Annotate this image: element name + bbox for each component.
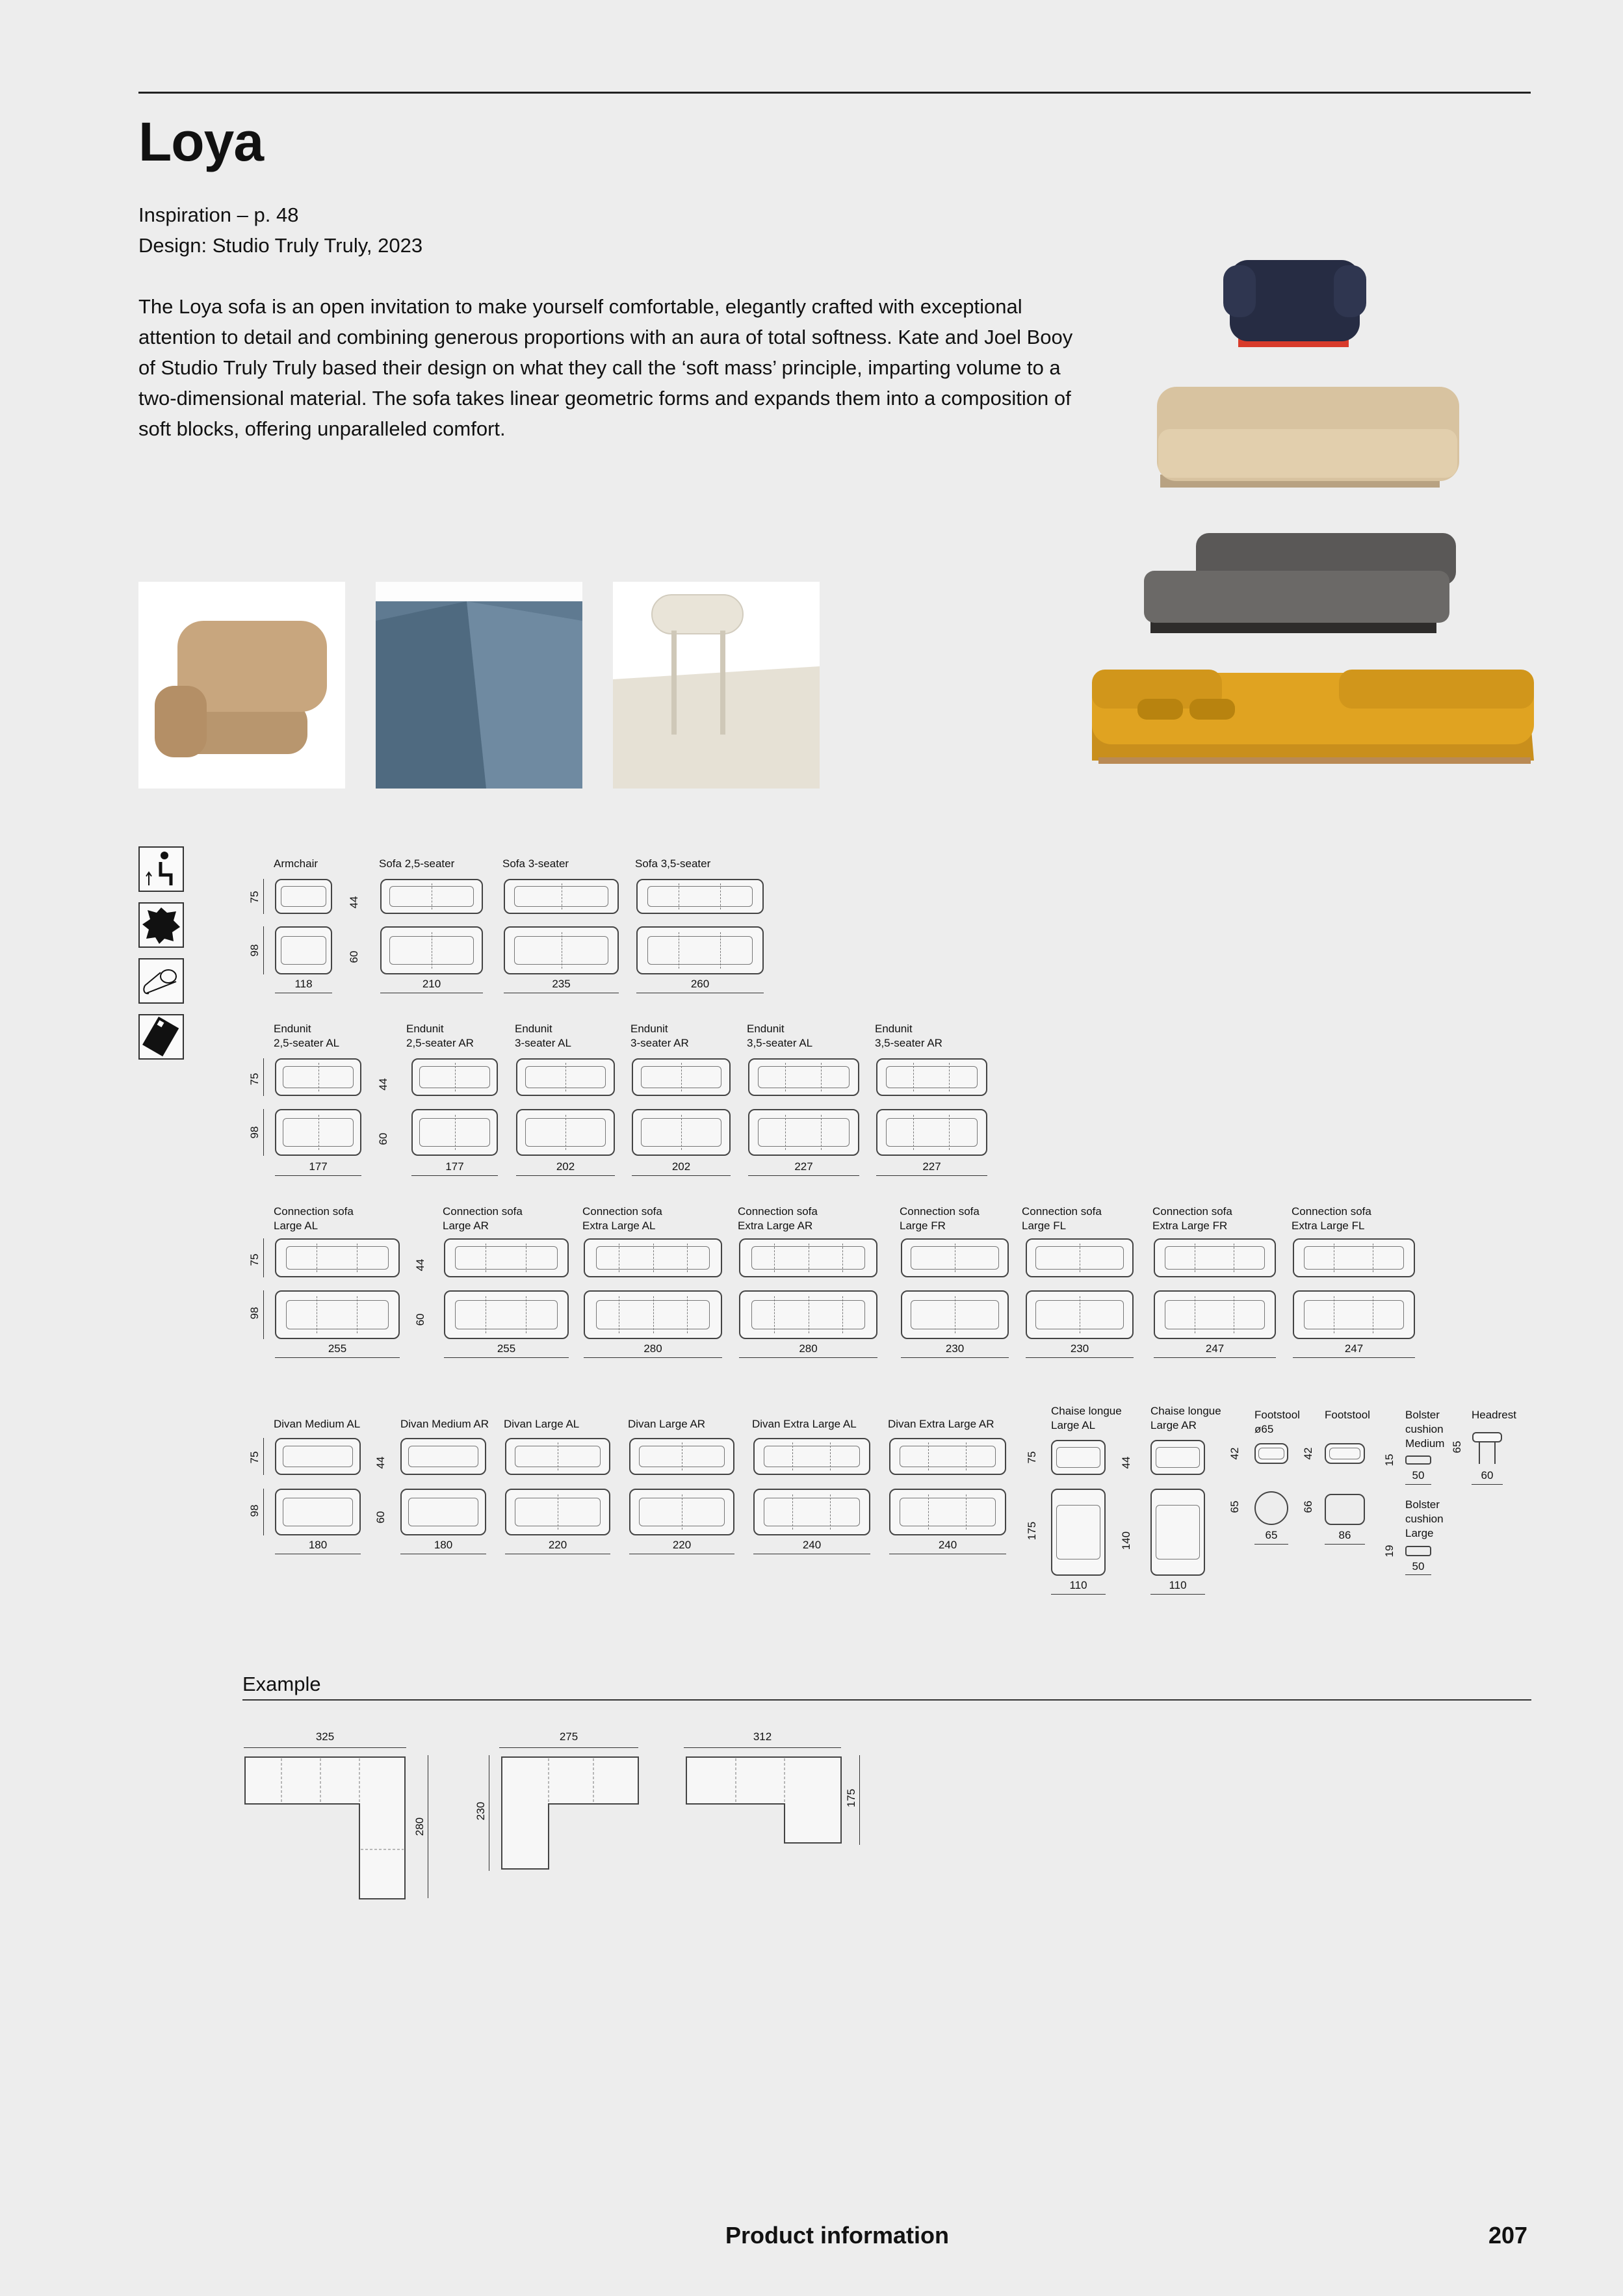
dim-seat-chaise: 44 bbox=[1120, 1456, 1132, 1469]
dim-depthseat-row1: 60 bbox=[348, 950, 360, 963]
width-endunit: 177 bbox=[309, 1160, 328, 1173]
width-connection: 247 bbox=[1205, 1342, 1225, 1355]
width-endunit: 227 bbox=[794, 1160, 813, 1173]
label-endunit-3-5-al: Endunit 3,5-seater AL bbox=[747, 1023, 813, 1049]
label-armchair: Armchair bbox=[274, 857, 318, 870]
dim-line bbox=[739, 1357, 877, 1358]
dim-line bbox=[1405, 1574, 1431, 1575]
dim-line bbox=[901, 1357, 1009, 1358]
chaise-al-front-drawing bbox=[1051, 1440, 1106, 1475]
width-chaise-ar: 110 bbox=[1169, 1579, 1187, 1591]
headrest-drawing bbox=[1472, 1431, 1503, 1465]
label-connection-large-al: Connection sofa Large AL bbox=[274, 1205, 354, 1232]
label-divan-xl-al: Divan Extra Large AL bbox=[752, 1418, 857, 1430]
divan-front-drawing bbox=[505, 1438, 610, 1475]
width-bolster-medium: 50 bbox=[1412, 1469, 1425, 1481]
label-bolster-medium: Bolster cushion Medium bbox=[1405, 1409, 1445, 1450]
grey-sofa-photo bbox=[1144, 533, 1456, 633]
armchair-top-drawing bbox=[275, 926, 332, 974]
width-divan: 180 bbox=[434, 1539, 453, 1551]
dim-line bbox=[859, 1755, 860, 1845]
width-connection: 247 bbox=[1344, 1342, 1364, 1355]
armchair-front-drawing bbox=[275, 879, 332, 914]
endunit-top-drawing bbox=[632, 1109, 731, 1156]
endunit-top-drawing bbox=[275, 1109, 361, 1156]
divan-top-drawing bbox=[629, 1489, 734, 1535]
example-heading: Example bbox=[242, 1673, 321, 1695]
dim-footstool-round-height: 42 bbox=[1228, 1447, 1241, 1460]
sofa-3-5-front-drawing bbox=[636, 879, 764, 914]
dim-headrest-height: 65 bbox=[1451, 1441, 1463, 1454]
endunit-front-drawing bbox=[516, 1058, 615, 1096]
sofa-2-5-front-drawing bbox=[380, 879, 483, 914]
dim-depthseat-chaise: 140 bbox=[1120, 1531, 1132, 1550]
chaise-al-top-drawing bbox=[1051, 1489, 1106, 1576]
dim-line bbox=[263, 1290, 264, 1339]
width-chaise-al: 110 bbox=[1069, 1579, 1087, 1591]
dim-height-row1: 75 bbox=[248, 891, 261, 904]
sofa-3-front-drawing bbox=[504, 879, 619, 914]
dim-line bbox=[263, 1438, 264, 1475]
example-rule bbox=[242, 1699, 1531, 1701]
width-connection: 255 bbox=[328, 1342, 347, 1355]
label-bolster-large: Bolster cushion Large bbox=[1405, 1498, 1444, 1539]
endunit-top-drawing bbox=[748, 1109, 859, 1156]
dim-line bbox=[263, 926, 264, 974]
width-divan: 220 bbox=[672, 1539, 692, 1551]
dim-depth-row1: 98 bbox=[248, 944, 261, 957]
connection-front-drawing bbox=[275, 1238, 400, 1277]
label-chaise-al: Chaise longue Large AL bbox=[1051, 1405, 1122, 1431]
endunit-front-drawing bbox=[876, 1058, 987, 1096]
footstool-square-top-drawing bbox=[1325, 1494, 1365, 1525]
label-endunit-2-5-ar: Endunit 2,5-seater AR bbox=[406, 1023, 474, 1049]
label-connection-large-fr: Connection sofa Large FR bbox=[900, 1205, 980, 1232]
inspiration-text: Inspiration – p. 48 bbox=[138, 203, 299, 226]
dim-height-row4: 75 bbox=[248, 1451, 261, 1464]
label-sofa-3-5: Sofa 3,5-seater bbox=[635, 857, 711, 870]
divan-top-drawing bbox=[889, 1489, 1006, 1535]
label-sofa-2-5: Sofa 2,5-seater bbox=[379, 857, 455, 870]
dim-line bbox=[1325, 1544, 1365, 1545]
connection-top-drawing bbox=[1154, 1290, 1276, 1339]
example-3-width: 312 bbox=[753, 1730, 772, 1743]
dim-line bbox=[263, 1058, 264, 1096]
connection-front-drawing bbox=[1026, 1238, 1134, 1277]
endunit-front-drawing bbox=[748, 1058, 859, 1096]
dim-line bbox=[748, 1175, 859, 1176]
dim-line bbox=[275, 1357, 400, 1358]
divan-front-drawing bbox=[629, 1438, 734, 1475]
divan-top-drawing bbox=[753, 1489, 870, 1535]
label-endunit-3-ar: Endunit 3-seater AR bbox=[630, 1023, 689, 1049]
connection-front-drawing bbox=[739, 1238, 877, 1277]
dim-line bbox=[1051, 1594, 1106, 1595]
example-2-width: 275 bbox=[559, 1730, 578, 1743]
bolster-large-drawing bbox=[1405, 1546, 1431, 1556]
width-sofa-3: 235 bbox=[552, 978, 571, 990]
width-connection: 280 bbox=[643, 1342, 662, 1355]
width-endunit: 227 bbox=[922, 1160, 941, 1173]
width-endunit: 177 bbox=[445, 1160, 464, 1173]
example-3-depth: 175 bbox=[845, 1788, 857, 1808]
footstool-square-front-drawing bbox=[1325, 1443, 1365, 1464]
dim-line bbox=[1150, 1594, 1205, 1595]
dim-height-chaise: 75 bbox=[1026, 1451, 1038, 1464]
sofa-2-5-top-drawing bbox=[380, 926, 483, 974]
sofa-3-top-drawing bbox=[504, 926, 619, 974]
width-divan: 240 bbox=[938, 1539, 957, 1551]
width-connection: 230 bbox=[945, 1342, 965, 1355]
footer-section-title: Product information bbox=[725, 2222, 949, 2249]
dim-line bbox=[263, 879, 264, 914]
label-endunit-2-5-al: Endunit 2,5-seater AL bbox=[274, 1023, 340, 1049]
dim-height-row2: 75 bbox=[248, 1073, 261, 1086]
dim-line bbox=[632, 1175, 731, 1176]
label-divan-xl-ar: Divan Extra Large AR bbox=[888, 1418, 994, 1430]
chaise-ar-front-drawing bbox=[1150, 1440, 1205, 1475]
sofa-3-5-top-drawing bbox=[636, 926, 764, 974]
label-divan-medium-al: Divan Medium AL bbox=[274, 1418, 361, 1430]
dim-line bbox=[411, 1175, 498, 1176]
connection-top-drawing bbox=[901, 1290, 1009, 1339]
dim-line bbox=[876, 1175, 987, 1176]
dim-line bbox=[516, 1175, 615, 1176]
endunit-front-drawing bbox=[275, 1058, 361, 1096]
width-sofa-3-5: 260 bbox=[690, 978, 710, 990]
divan-front-drawing bbox=[889, 1438, 1006, 1475]
width-connection: 230 bbox=[1070, 1342, 1089, 1355]
divan-front-drawing bbox=[753, 1438, 870, 1475]
dim-line bbox=[444, 1357, 569, 1358]
label-endunit-3-al: Endunit 3-seater AL bbox=[515, 1023, 571, 1049]
width-connection: 255 bbox=[497, 1342, 516, 1355]
bolster-medium-drawing bbox=[1405, 1455, 1431, 1465]
beige-sofa-photo bbox=[1157, 387, 1459, 488]
dim-line bbox=[263, 1489, 264, 1535]
dim-height-row3: 75 bbox=[248, 1253, 261, 1266]
width-footstool-round: 65 bbox=[1265, 1529, 1278, 1541]
width-footstool-square: 86 bbox=[1338, 1529, 1351, 1541]
width-armchair: 118 bbox=[294, 978, 313, 990]
footstool-round-top-drawing bbox=[1254, 1491, 1288, 1525]
label-headrest: Headrest bbox=[1472, 1409, 1516, 1421]
endunit-top-drawing bbox=[411, 1109, 498, 1156]
connection-front-drawing bbox=[1293, 1238, 1415, 1277]
example-2-drawing bbox=[499, 1752, 642, 1872]
label-connection-xl-ar: Connection sofa Extra Large AR bbox=[738, 1205, 818, 1232]
divan-front-drawing bbox=[275, 1438, 361, 1475]
label-divan-medium-ar: Divan Medium AR bbox=[400, 1418, 489, 1430]
width-connection: 280 bbox=[799, 1342, 818, 1355]
divan-top-drawing bbox=[275, 1489, 361, 1535]
dim-depthseat-row2: 60 bbox=[377, 1132, 389, 1145]
connection-top-drawing bbox=[275, 1290, 400, 1339]
endunit-front-drawing bbox=[632, 1058, 731, 1096]
dim-seat-row3: 44 bbox=[414, 1259, 426, 1272]
example-3-drawing bbox=[684, 1752, 846, 1846]
width-headrest: 60 bbox=[1481, 1469, 1494, 1481]
width-sofa-2-5: 210 bbox=[422, 978, 441, 990]
dim-depth-row2: 98 bbox=[248, 1126, 261, 1139]
seat-height-icon bbox=[138, 846, 184, 892]
label-connection-large-ar: Connection sofa Large AR bbox=[443, 1205, 523, 1232]
connection-top-drawing bbox=[584, 1290, 722, 1339]
dim-line bbox=[499, 1747, 638, 1748]
connection-top-drawing bbox=[1026, 1290, 1134, 1339]
dim-line bbox=[275, 1175, 361, 1176]
width-endunit: 202 bbox=[556, 1160, 575, 1173]
label-chaise-ar: Chaise longue Large AR bbox=[1150, 1405, 1221, 1431]
divan-top-drawing bbox=[400, 1489, 486, 1535]
divan-top-drawing bbox=[505, 1489, 610, 1535]
label-endunit-3-5-ar: Endunit 3,5-seater AR bbox=[875, 1023, 942, 1049]
connection-front-drawing bbox=[444, 1238, 569, 1277]
width-divan: 220 bbox=[548, 1539, 567, 1551]
dim-footstool-square-height: 42 bbox=[1302, 1447, 1314, 1460]
width-divan: 180 bbox=[308, 1539, 328, 1551]
dim-line bbox=[244, 1747, 406, 1748]
label-connection-xl-al: Connection sofa Extra Large AL bbox=[582, 1205, 662, 1232]
width-bolster-large: 50 bbox=[1412, 1560, 1425, 1572]
mustard-corner-sofa-photo bbox=[1092, 670, 1534, 764]
dim-bolster-medium-height: 15 bbox=[1383, 1454, 1396, 1467]
page-number: 207 bbox=[1488, 2222, 1528, 2249]
connection-top-drawing bbox=[444, 1290, 569, 1339]
detail-photo-blue bbox=[376, 582, 582, 789]
footstool-round-front-drawing bbox=[1254, 1443, 1288, 1464]
dim-line bbox=[1472, 1484, 1503, 1485]
label-connection-large-fl: Connection sofa Large FL bbox=[1022, 1205, 1102, 1232]
dim-line bbox=[584, 1357, 722, 1358]
detail-photo-tan bbox=[138, 582, 345, 789]
dim-footstool-round-diameter: 65 bbox=[1228, 1500, 1241, 1513]
connection-front-drawing bbox=[584, 1238, 722, 1277]
dim-depthseat-row4: 60 bbox=[374, 1511, 387, 1524]
fabric-roll-icon bbox=[138, 958, 184, 1004]
design-credit: Design: Studio Truly Truly, 2023 bbox=[138, 234, 423, 257]
example-1-depth: 280 bbox=[413, 1817, 426, 1836]
dim-seat-row2: 44 bbox=[377, 1078, 389, 1091]
example-1-drawing bbox=[242, 1752, 411, 1901]
connection-front-drawing bbox=[1154, 1238, 1276, 1277]
dim-depth-chaise: 175 bbox=[1026, 1521, 1038, 1541]
dim-depthseat-row3: 60 bbox=[414, 1313, 426, 1326]
connection-top-drawing bbox=[739, 1290, 877, 1339]
dim-line bbox=[263, 1238, 264, 1277]
example-1-width: 325 bbox=[315, 1730, 335, 1743]
example-2-depth: 230 bbox=[474, 1801, 487, 1821]
dim-line bbox=[1154, 1357, 1276, 1358]
label-connection-xl-fl: Connection sofa Extra Large FL bbox=[1292, 1205, 1371, 1232]
dim-seat-row1: 44 bbox=[348, 896, 360, 909]
dim-depth-row4: 98 bbox=[248, 1504, 261, 1517]
swatch-icon bbox=[138, 1014, 184, 1060]
leather-icon bbox=[138, 902, 184, 948]
label-footstool-round: Footstool ø65 bbox=[1254, 1409, 1300, 1435]
endunit-front-drawing bbox=[411, 1058, 498, 1096]
label-footstool-square: Footstool bbox=[1325, 1409, 1370, 1421]
dim-footstool-square-depth: 66 bbox=[1302, 1500, 1314, 1513]
label-divan-large-ar: Divan Large AR bbox=[628, 1418, 706, 1430]
label-sofa-3: Sofa 3-seater bbox=[502, 857, 569, 870]
connection-front-drawing bbox=[901, 1238, 1009, 1277]
width-divan: 240 bbox=[802, 1539, 822, 1551]
dim-seat-row4: 44 bbox=[374, 1456, 387, 1469]
detail-photo-headrest bbox=[613, 582, 820, 789]
page-title: Loya bbox=[138, 111, 264, 172]
dim-line bbox=[1026, 1357, 1134, 1358]
connection-top-drawing bbox=[1293, 1290, 1415, 1339]
armchair-photo bbox=[1223, 260, 1366, 347]
dim-bolster-large-height: 19 bbox=[1383, 1545, 1396, 1558]
dim-line bbox=[1293, 1357, 1415, 1358]
dim-line bbox=[1254, 1544, 1288, 1545]
product-description: The Loya sofa is an open invitation to make yourself comfortable, elegantly crafted with exceptional attention to detail and combining generous proportions with an aura of total softness. Kate and Joel Booy of Studio Truly Truly based their design on what they call the ‘soft mass’ principle, imparting volume to a two-dimensional material. The sofa takes linear geometric forms and expands them into a composition of soft blocks, offering unparalleled comfort. bbox=[138, 295, 1073, 440]
dim-line bbox=[684, 1747, 841, 1748]
dim-depth-row3: 98 bbox=[248, 1307, 261, 1320]
chaise-ar-top-drawing bbox=[1150, 1489, 1205, 1576]
top-rule bbox=[138, 92, 1531, 94]
divan-front-drawing bbox=[400, 1438, 486, 1475]
endunit-top-drawing bbox=[876, 1109, 987, 1156]
dim-line bbox=[263, 1109, 264, 1156]
endunit-top-drawing bbox=[516, 1109, 615, 1156]
label-connection-xl-fr: Connection sofa Extra Large FR bbox=[1152, 1205, 1232, 1232]
product-photos bbox=[1079, 215, 1547, 787]
label-divan-large-al: Divan Large AL bbox=[504, 1418, 580, 1430]
dim-line bbox=[1405, 1484, 1431, 1485]
width-endunit: 202 bbox=[671, 1160, 691, 1173]
